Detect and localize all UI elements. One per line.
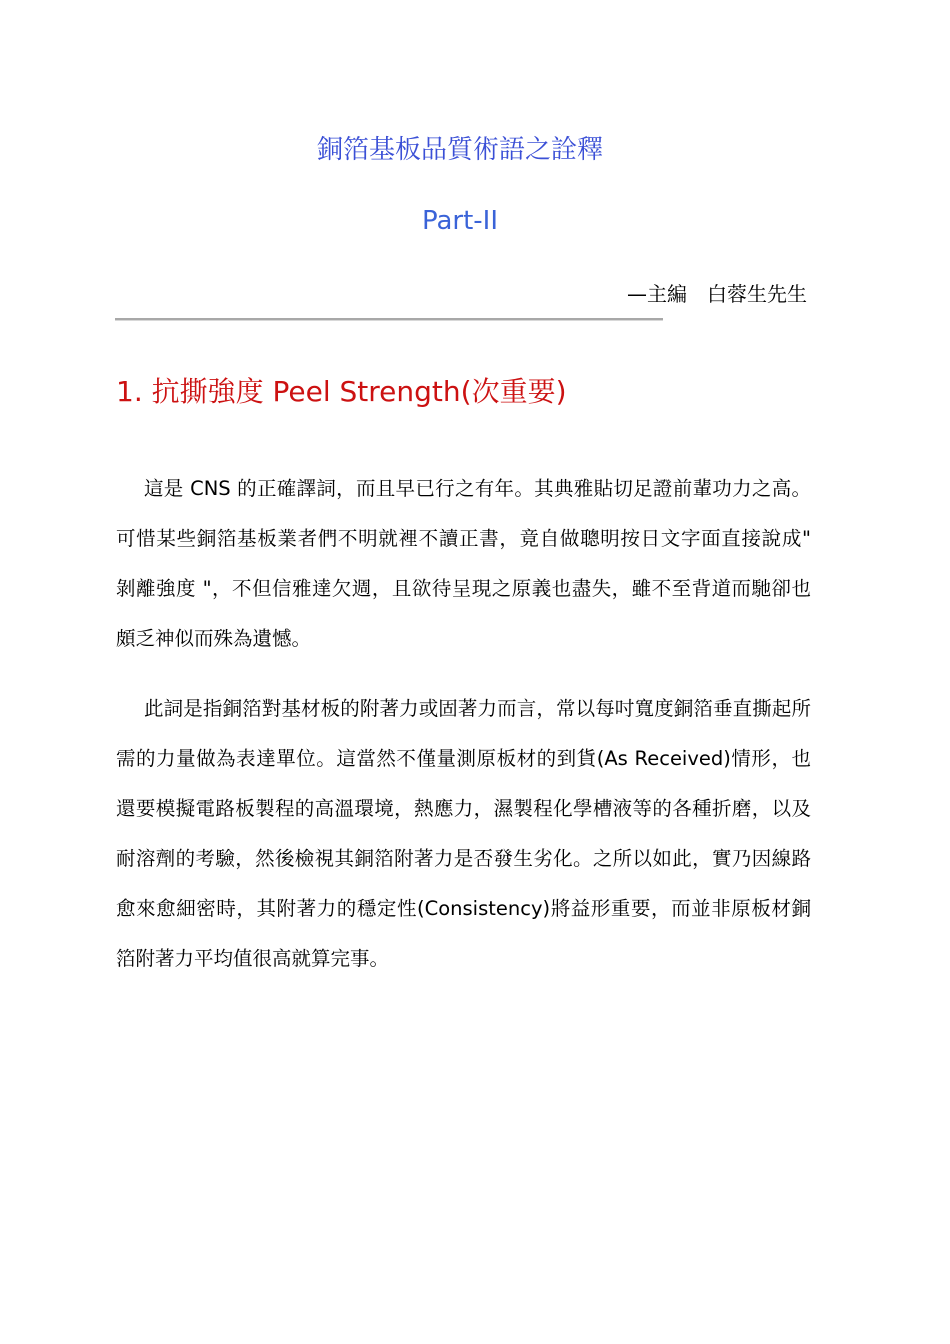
document-subtitle: Part-II bbox=[421, 206, 499, 236]
section-heading: 1. 抗撕強度 Peel Strength(次重要) bbox=[116, 375, 567, 408]
body-paragraph-1: 這是 CNS 的正確譯詞，而且早已行之有年。其典雅貼切足證前輩功力之高。可惜某些銅箔基板業者們不明就裡不讀正書，竟自做聰明按日文字面直接說成" 剝離強度 "，不但信雅達欠週，且欲待呈現之原義也盡失，雖不至背道而馳卻也頗乏神似而殊為遺憾。 bbox=[116, 477, 811, 650]
document-title: 銅箔基板品質術語之詮釋 bbox=[316, 135, 603, 165]
horizontal-divider bbox=[115, 318, 663, 321]
body-paragraph-2: 此詞是指銅箔對基材板的附著力或固著力而言，常以每吋寬度銅箔垂直撕起所需的力量做為表達單位。這當然不僅量測原板材的到貨(As Received)情形，也還要模擬電路板製程的高溫環境，熱應力，濕製程化學槽液等的各種折磨，以及耐溶劑的考驗，然後檢視其銅箔附著力是否發生劣化。之所以如此，實乃因線路愈來愈細密時，其附著力的穩定性(Consistency)將益形重要，而並非原板材銅箔附著力平均值很高就算完事。 bbox=[116, 697, 811, 970]
author-line: —主編 白蓉生先生 bbox=[627, 282, 807, 306]
